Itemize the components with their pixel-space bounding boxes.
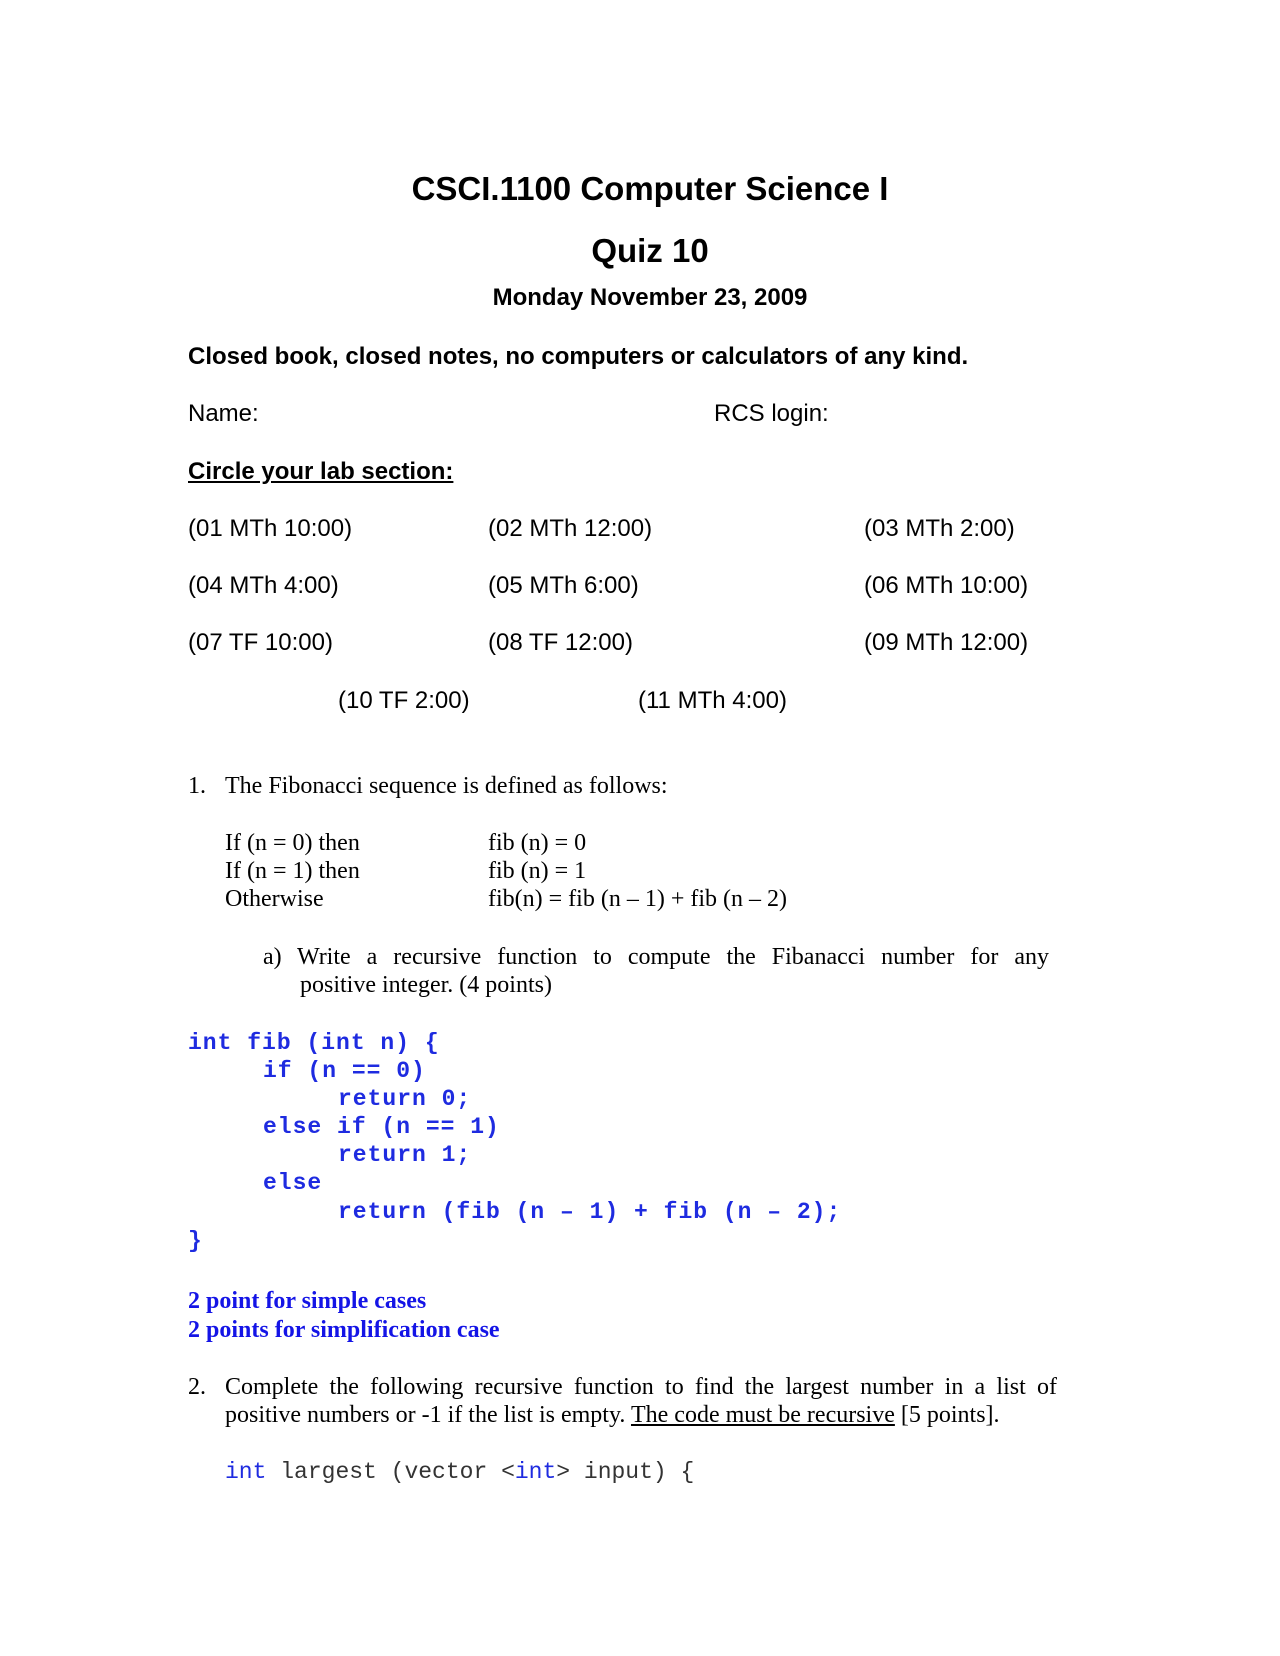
code-line: int fib (int n) { [188, 1030, 440, 1056]
quiz-date: Monday November 23, 2009 [492, 284, 808, 311]
code-line: if (n == 0) [263, 1058, 426, 1084]
code-line: } [188, 1228, 203, 1254]
code-line: else if (n == 1) [263, 1114, 500, 1140]
q2-points: [5 points]. [900, 1402, 1000, 1428]
lab-section-04: (04 MTh 4:00) [188, 572, 339, 599]
q1-def-cond: Otherwise [225, 886, 324, 912]
lab-section-10: (10 TF 2:00) [338, 687, 470, 714]
q1-intro: The Fibonacci sequence is defined as follows: [225, 773, 668, 799]
lab-section-08: (08 TF 12:00) [488, 629, 633, 656]
q1-def-expr: fib (n) = 0 [488, 830, 587, 856]
q1-def-cond: If (n = 0) then [225, 830, 360, 856]
rcs-login-label: RCS login: [714, 400, 829, 427]
lab-section-01: (01 MTh 10:00) [188, 515, 353, 542]
quiz-title: Quiz 10 [591, 232, 709, 269]
lab-section-09: (09 MTh 12:00) [864, 629, 1029, 656]
q1-def-cond: If (n = 1) then [225, 858, 360, 884]
lab-section-06: (06 MTh 10:00) [864, 572, 1029, 599]
lab-section-heading: Circle your lab section: [188, 458, 454, 485]
code-text: largest (vector < [280, 1459, 515, 1485]
lab-section-11: (11 MTh 4:00) [638, 687, 787, 714]
code-text: > input) { [556, 1459, 695, 1485]
code-keyword: int [514, 1459, 557, 1485]
code-line: else [263, 1170, 323, 1196]
course-title: CSCI.1100 Computer Science I [411, 170, 889, 207]
lab-section-07: (07 TF 10:00) [188, 629, 333, 656]
exam-rules: Closed book, closed notes, no computers or calculators of any kind. [188, 343, 969, 370]
code-line: return 0; [338, 1086, 472, 1112]
lab-section-02: (02 MTh 12:00) [488, 515, 653, 542]
code-line: return 1; [338, 1142, 472, 1168]
lab-section-03: (03 MTh 2:00) [864, 515, 1015, 542]
q2-line2-start: positive numbers or -1 if the list is empty. [225, 1402, 626, 1428]
q2-recursive-requirement: The code must be recursive [630, 1402, 895, 1428]
q1-part-a-line2: positive integer. (4 points) [300, 972, 552, 998]
q2-line1: Complete the following recursive function to find the largest number in a list of [225, 1374, 1057, 1400]
grading-note: 2 point for simple cases [188, 1288, 427, 1314]
code-keyword: int [225, 1459, 267, 1485]
code-line: return (fib (n – 1) + fib (n – 2); [338, 1199, 842, 1225]
q1-def-expr: fib (n) = 1 [488, 858, 587, 884]
grading-note: 2 points for simplification case [188, 1317, 500, 1343]
q1-def-expr: fib(n) = fib (n – 1) + fib (n – 2) [488, 886, 788, 912]
lab-section-05: (05 MTh 6:00) [488, 572, 639, 599]
q2-number: 2. [188, 1374, 206, 1400]
q2-line2 [225, 1402, 1000, 1429]
q1-number: 1. [188, 773, 206, 799]
q1-part-a-label: a) [263, 944, 282, 970]
name-label: Name: [188, 400, 259, 427]
q2-code-signature [225, 1459, 694, 1485]
q1-part-a-line1: Write a recursive function to compute the Fibanacci number for any [297, 944, 1049, 970]
